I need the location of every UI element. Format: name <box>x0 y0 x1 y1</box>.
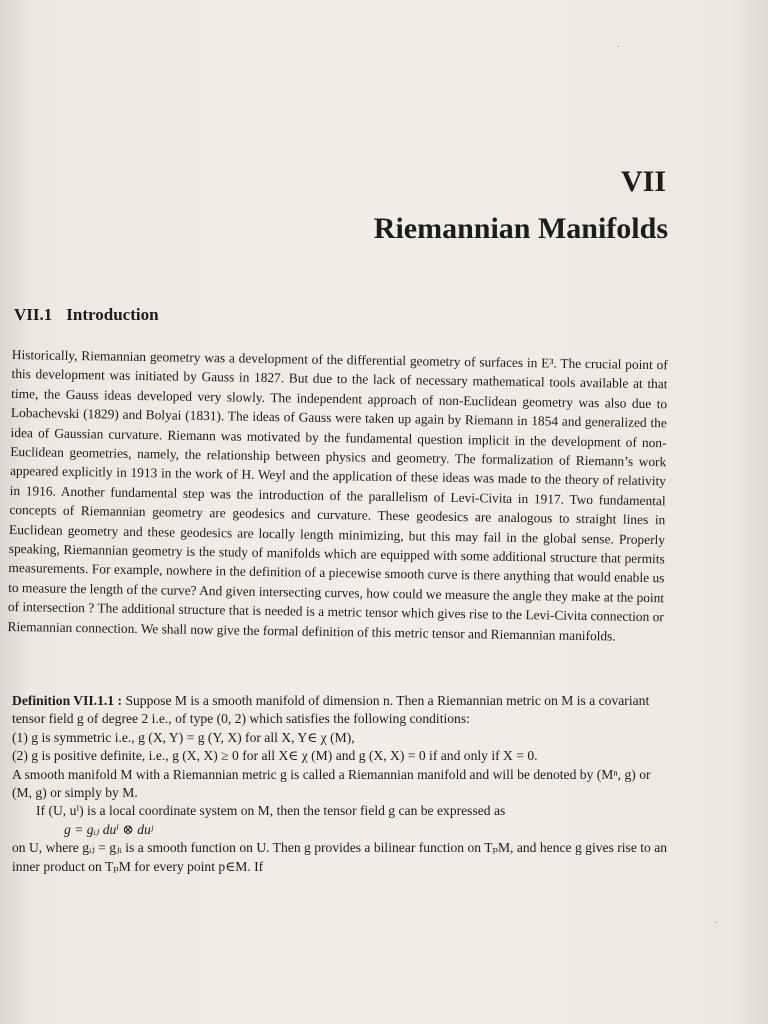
section-heading <box>14 305 159 325</box>
definition-after: A smooth manifold M with a Riemannian metric g is called a Riemannian manifold and will be denoted by (Mⁿ, g) or (M, g) or simply by M. <box>12 766 651 801</box>
condition-1: (1) g is symmetric i.e., g (X, Y) = g (Y, X) for all X, Y∈ χ (M), <box>12 729 355 745</box>
definition-block <box>12 692 672 876</box>
definition-final: on U, where gᵢⱼ = gⱼᵢ is a smooth function on U. Then g provides a bilinear function on TₚM, and hence g gives rise to an inner product on TₚM for every point p∈M. If <box>12 840 668 874</box>
section-number: VII.1 <box>14 305 53 324</box>
condition-2: (2) g is positive definite, i.e., g (X, X) ≥ 0 for all X∈ χ (M) and g (X, X) = 0 if and only if X = 0. <box>12 748 538 764</box>
section-title: Introduction <box>66 305 159 324</box>
coordinate-sentence: If (U, uⁱ) is a local coordinate system on M, then the tensor field g can be expressed as <box>36 803 506 819</box>
chapter-number: VII <box>620 165 666 198</box>
definition-label: Definition VII.1.1 : <box>12 693 123 708</box>
page-speck: · <box>714 918 718 929</box>
page-speck: · <box>616 42 620 53</box>
chapter-title: Riemannian Manifolds <box>373 212 668 245</box>
metric-formula: g = gᵢⱼ duⁱ ⊗ duʲ <box>64 821 154 837</box>
definition-lead-line <box>12 692 672 729</box>
definition-lead: Suppose M is a smooth manifold of dimension n. Then a Riemannian metric on M is a covariant tensor field g of degree 2 i.e., of type (0, 2) which satisfies the following conditions: <box>12 693 650 727</box>
intro-paragraph: Historically, Riemannian geometry was a development of the differential geometry of surfaces in E³. The crucial point of this development was initiated by Gauss in 1827. But due to the lack of necessary mathematical tools available at that time, the Gauss ideas developed very slowly. The independent approach of non-Euclidean geometry was also due to Lobachevski (1829) and Bolyai (1831). The ideas of Gauss were taken up again by Riemann in 1854 and generalized the idea of Gaussian curvature. Riemann was motivated by the fundamental question implicit in the development of non-Euclidean geometries, namely, the relationship between physics and geometry. The formalization of Riemann’s work appeared explicitly in 1913 in the work of H. Weyl and the application of these ideas was made to the theory of relativity in 1916. Another fundamental step was the introduction of the parallelism of Levi-Civita in 1917. Two fundamental concepts of Riemannian geometry are geodesics and curvature. These geodesics are analogous to straight lines in Euclidean geometry and these geodesics are locally length minimizing, but this may fail in the global sense. Properly speaking, Riemannian geometry is the study of manifolds which are equipped with some additional structure that permits measurements. For example, nowhere in the definition of a piecewise smooth curve is there anything that would enable us to measure the length of the curve? And given intersecting curves, how could we measure the angle they make at the point of intersection ? The additional structure that is needed is a metric tensor which gives rise to the Levi-Civita connection or Riemannian connection. We shall now give the formal definition of this metric tensor and Riemannian manifolds. <box>7 346 668 644</box>
